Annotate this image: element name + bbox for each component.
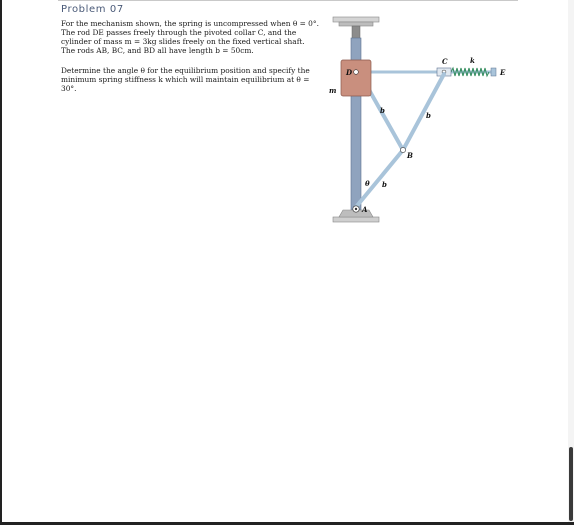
bottom-support-base	[333, 217, 379, 222]
label-m: m	[329, 86, 337, 95]
label-a: A	[362, 205, 368, 214]
rod-bc	[403, 74, 444, 150]
pin-d	[354, 70, 359, 75]
cylinder-mass	[341, 60, 371, 96]
rod-ab	[356, 150, 403, 207]
label-k: k	[470, 56, 475, 65]
label-b-ab: b	[382, 180, 387, 189]
problem-question: Determine the angle θ for the equilibrium position and specify the minimum spring stiffness k which will maintain equilibrium at θ = 30°.	[61, 66, 310, 93]
label-c: C	[442, 57, 448, 66]
problem-heading: Problem 07	[61, 4, 124, 15]
label-b-bd: b	[380, 106, 385, 115]
top-support-base	[339, 22, 373, 26]
label-theta: θ	[365, 179, 370, 188]
problem-statement: For the mechanism shown, the spring is uncompressed when θ = 0°. The rod DE passes freely through the pivoted collar C, and the cylinder of mass m = 3kg slides freely on the fixed vertical shaft. The rods AB, BC, and BD all have length b = 50cm.	[61, 19, 319, 55]
label-b-bc: b	[426, 111, 431, 120]
scrollbar-thumb[interactable]	[569, 447, 573, 521]
label-e: E	[500, 68, 506, 77]
mechanism-figure	[319, 10, 529, 245]
pin-b	[400, 147, 405, 152]
rod-end-e	[491, 68, 496, 76]
label-d: D	[346, 68, 353, 77]
label-b: B	[407, 151, 413, 160]
top-support-plate	[333, 17, 379, 22]
top-divider	[58, 0, 518, 1]
pin-a-center	[355, 208, 357, 210]
mechanism-diagram	[319, 10, 529, 245]
